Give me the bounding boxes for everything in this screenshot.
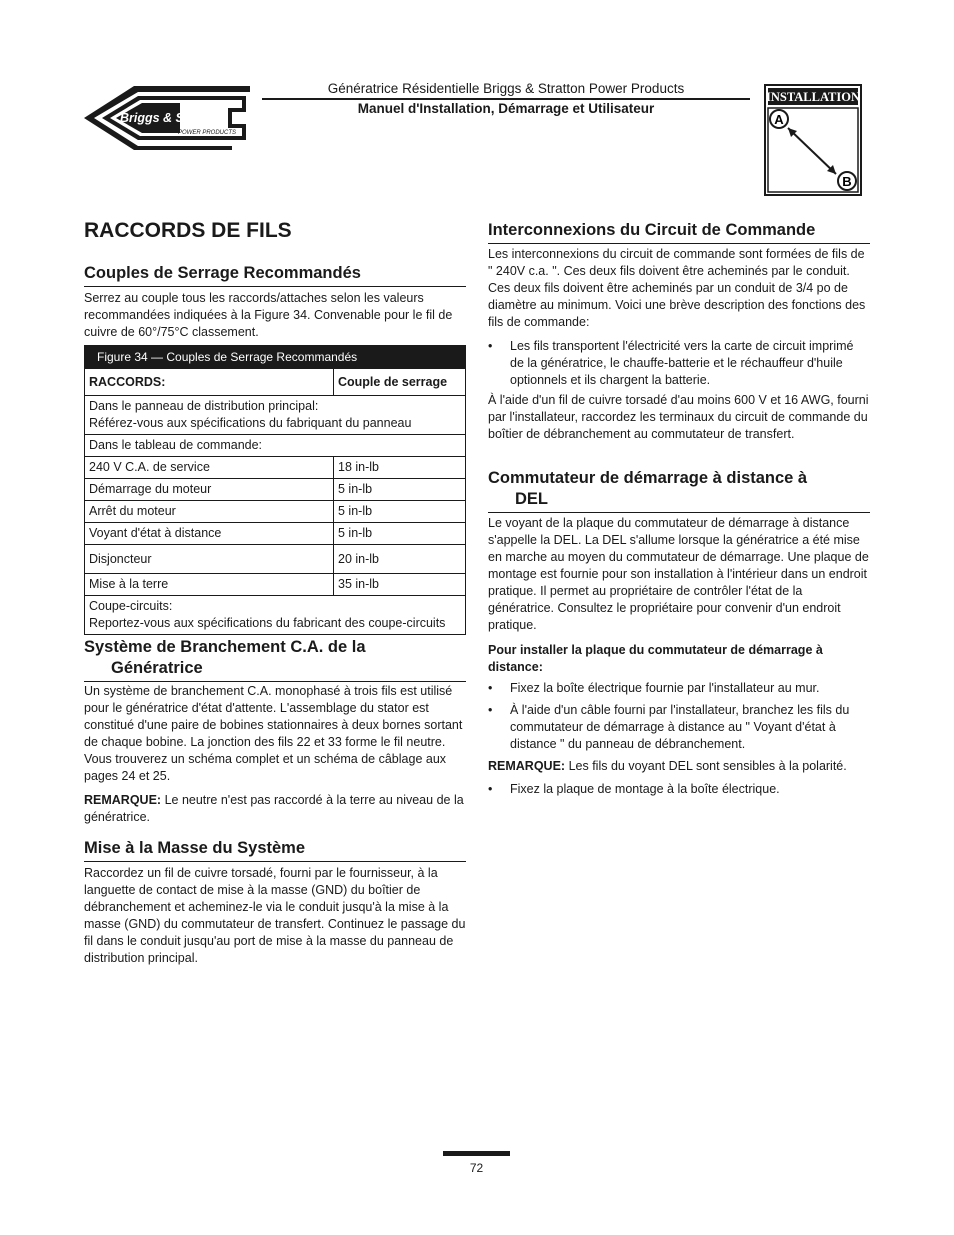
table-note-breakers (85, 596, 466, 635)
note-text: Le neutre n'est pas raccordé à la terre au niveau de la génératrice. (84, 793, 464, 824)
table-note-breakers-line1: Coupe-circuits: (89, 599, 173, 613)
list-item: • Les fils transportent l'électricité vers la carte de circuit imprimé de la génératrice, le chauffe-batterie et le réchauffeur d'huile optionnels et ils chargent la batterie. (488, 338, 870, 389)
table-row (85, 523, 466, 545)
section-heading-commutateur (488, 468, 870, 513)
table-cell-value: 5 in-lb (334, 479, 466, 501)
page-title: RACCORDS DE FILS (84, 219, 292, 242)
list-interconnexions (488, 338, 870, 389)
table-cell-value: 5 in-lb (334, 523, 466, 545)
table-caption: Figure 34 — Couples de Serrage Recommandés (85, 346, 466, 369)
section-text-interconnexions: Les interconnexions du circuit de commande sont formées de fils de " 240V c.a. ". Ces deux fils doivent être acheminés par le conduit. Ces deux fils doivent être acheminés par un conduit de 3/4 po de diamètre au minimum. Voici une brève description des fonctions des fils de commande: (488, 247, 866, 329)
table-cell-value: 5 in-lb (334, 501, 466, 523)
section-heading-commutateur-line1: Commutateur de démarrage à distance à (488, 469, 808, 487)
table-note-breakers-line2: Reportez-vous aux spécifications du fabricant des coupe-circuits (89, 616, 446, 630)
table-row (85, 545, 466, 574)
section-text-masse: Raccordez un fil de cuivre torsadé, fourni par le fournisseur, à la languette de contact de mise à la masse (GND) du boîtier de débranchement et acheminez-le via le conduit jusqu'à la mise à la masse (GND) du commutateur de transfert. Continuez le passage du fil dans le conduit jusqu'au port de mise à la masse du panneau de distribution principal. (84, 866, 466, 965)
note-label: REMARQUE: (84, 793, 162, 807)
svg-text:POWER PRODUCTS: POWER PRODUCTS (178, 130, 237, 136)
table-note-panel (85, 396, 466, 435)
svg-text:Briggs & Stratton: Briggs & Stratton (120, 111, 224, 125)
section-heading-commutateur-line2: DEL (515, 490, 548, 508)
table-header-raccords: RACCORDS: (85, 369, 334, 396)
torque-table (84, 345, 466, 635)
table-row (85, 501, 466, 523)
section-heading-branchement-line2: Génératrice (111, 659, 203, 677)
installation-badge-icon (764, 84, 862, 196)
header-title: Génératrice Résidentielle Briggs & Stratton Power Products (327, 81, 685, 96)
table-row (85, 574, 466, 596)
table-row (85, 457, 466, 479)
section-text-interconnexions-2: À l'aide d'un fil de cuivre torsadé d'au moins 600 V et 16 AWG, fourni par l'installateur, raccordez les terminaux du circuit de commande du boîtier de débranchement au commutateur de transfert. (488, 393, 869, 441)
note-label: REMARQUE: (488, 759, 566, 773)
header-rule (262, 98, 750, 100)
section-text-commutateur: Le voyant de la plaque du commutateur de démarrage à distance s'appelle la DEL. La DEL s'allume lorsque la génératrice a été mise en marche au moyen du commutateur de démarrage. Une plaque de montage est fournie pour son installation à l'intérieur dans un endroit pratique. Il permet au propriétaire de contrôler l'état de la génératrice. Consultez le propriétaire pour convenir d'un endroit pratique. (488, 516, 869, 632)
note-branchement (84, 792, 466, 826)
table-header-couple: Couple de serrage (334, 369, 466, 396)
table-cell-label: Disjoncteur (85, 545, 334, 574)
page-number-bar (443, 1151, 510, 1156)
list-item: • Fixez la plaque de montage à la boîte électrique. (488, 781, 870, 798)
list-commutateur (488, 680, 870, 753)
section-heading-masse: Mise à la Masse du Système (84, 838, 466, 862)
table-cell-label: 240 V C.A. de service (85, 457, 334, 479)
table-note-control: Dans le tableau de commande: (85, 435, 466, 457)
table-row (85, 479, 466, 501)
note-commutateur (488, 758, 870, 775)
briggs-stratton-logo (82, 82, 254, 154)
torque-table-container (84, 345, 466, 635)
note-text: Les fils du voyant DEL sont sensibles à la polarité. (565, 759, 847, 773)
table-note-panel-line2: Référez-vous aux spécifications du fabriquant du panneau (89, 416, 412, 430)
svg-text:INSTALLATION: INSTALLATION (765, 90, 861, 104)
svg-text:A: A (774, 112, 784, 127)
table-cell-value: 18 in-lb (334, 457, 466, 479)
header-subtitle: Manuel d'Installation, Démarrage et Utilisateur (357, 101, 655, 116)
section-heading-couples: Couples de Serrage Recommandés (84, 263, 466, 287)
list-commutateur-2 (488, 781, 870, 798)
section-heading-interconnexions: Interconnexions du Circuit de Commande (488, 220, 870, 244)
page-number: 72 (469, 1161, 484, 1175)
table-cell-value: 35 in-lb (334, 574, 466, 596)
list-item: • Fixez la boîte électrique fournie par l'installateur au mur. (488, 680, 870, 697)
section-text-couples: Serrez au couple tous les raccords/attaches selon les valeurs recommandées indiquées à la Figure 34. Convenable pour le fil de cuivre de 60°/75°C classement. (84, 291, 453, 339)
table-cell-label: Mise à la terre (85, 574, 334, 596)
table-cell-label: Voyant d'état à distance (85, 523, 334, 545)
section-heading-branchement (84, 637, 466, 682)
svg-text:B: B (842, 174, 852, 189)
table-cell-label: Démarrage du moteur (85, 479, 334, 501)
table-cell-value: 20 in-lb (334, 545, 466, 574)
section-heading-branchement-line1: Système de Branchement C.A. de la (84, 638, 366, 656)
section-text-branchement: Un système de branchement C.A. monophasé à trois fils est utilisé pour le génératrice d'état d'attente. L'assemblage du stator est constitué d'une paire de bobines stationnaires à deux bornes sortant de chaque bobine. La jonction des fils 22 et 33 forme le fil neutre. Vous trouverez un schéma complet et un schéma de câblage aux pages 24 et 25. (84, 684, 463, 783)
list-item: • À l'aide d'un câble fourni par l'installateur, branchez les fils du commutateur de démarrage à distance au " Voyant d'état à distance " du panneau de débranchement. (488, 702, 870, 753)
table-cell-label: Arrêt du moteur (85, 501, 334, 523)
instruction-heading: Pour installer la plaque du commutateur de démarrage à distance: (488, 643, 823, 674)
table-note-panel-line1: Dans le panneau de distribution principal: (89, 399, 319, 413)
